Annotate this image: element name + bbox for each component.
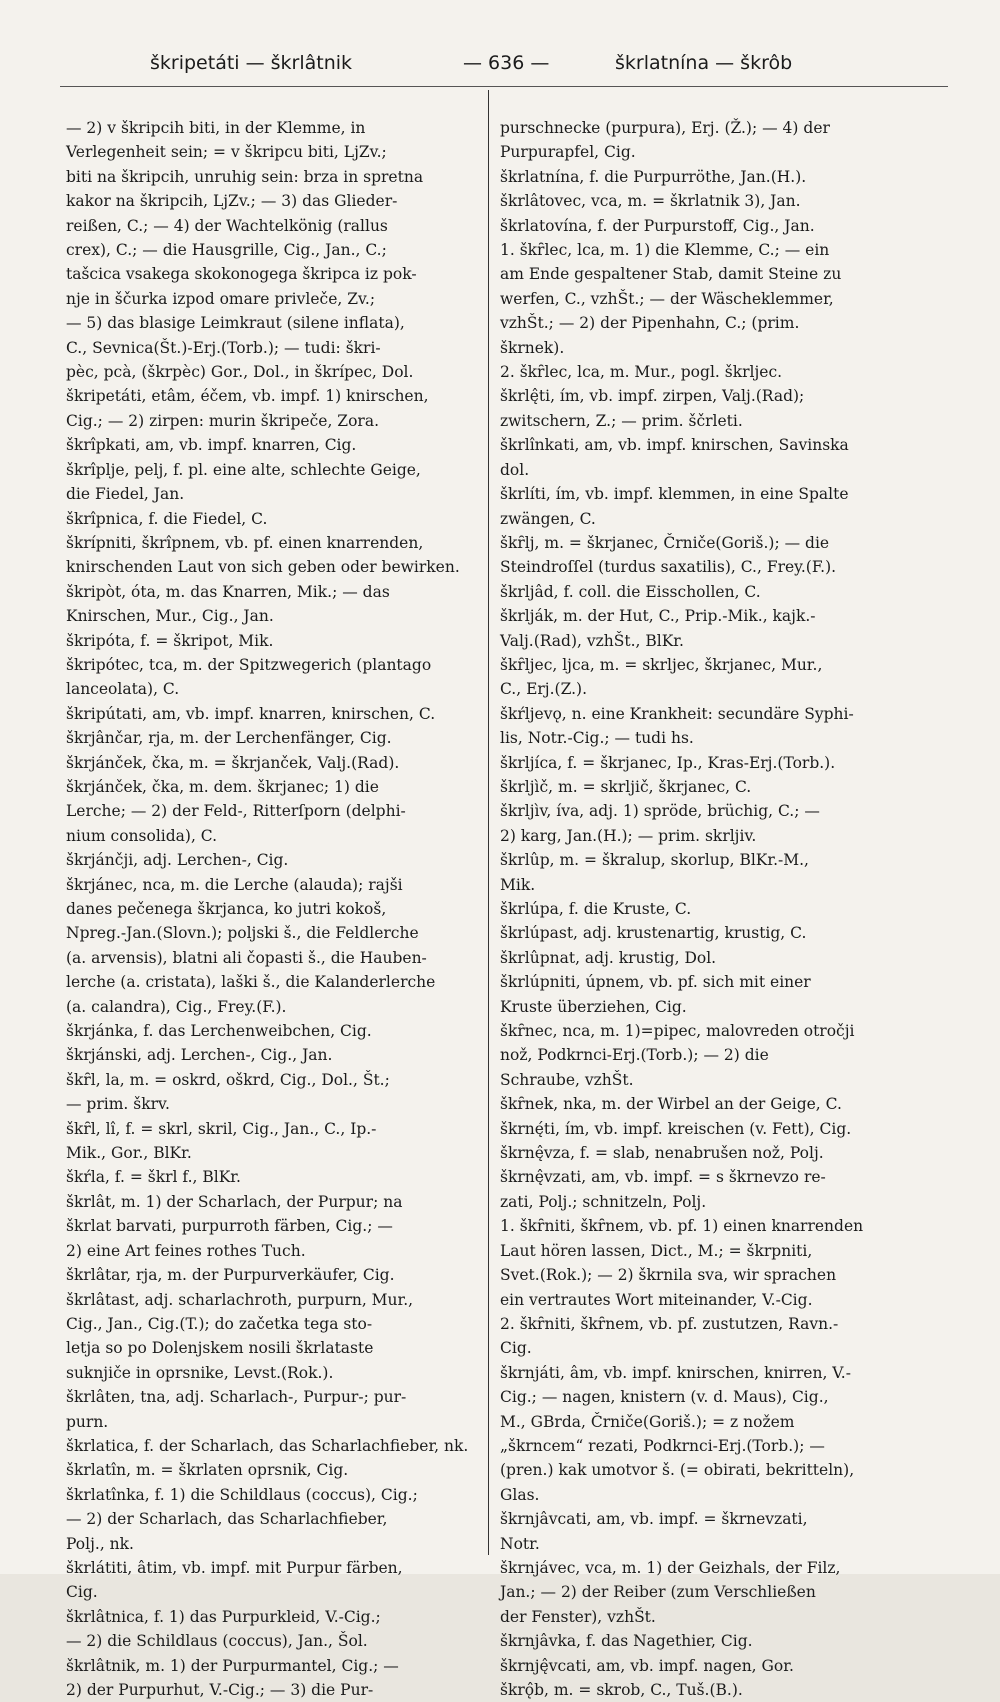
text-line: škȓnec, nca, m. 1)=pipec, malovreden otročji bbox=[500, 1022, 855, 1041]
text-line: suknjiče in oprsnike, Levst.(Rok.). bbox=[66, 1363, 334, 1382]
text-line: škrjánček, čka, m. = škrjanček, Valj.(Rad). bbox=[66, 753, 400, 772]
text-line: škrlâtast, adj. scharlachroth, purpurn, Mur., bbox=[66, 1290, 414, 1309]
text-line: Mik., Gor., BlKr. bbox=[66, 1144, 192, 1163]
text-line: škrnjâvka, f. das Nagethier, Cig. bbox=[500, 1632, 753, 1651]
text-line: purschnecke (purpura), Erj. (Ž.); — 4) der bbox=[500, 119, 830, 137]
text-line: tašcica vsakega skokonogega škripca iz pok- bbox=[66, 265, 417, 284]
text-line: Schraube, vzhŠt. bbox=[500, 1070, 634, 1089]
text-line: škrljìč, m. = skrljič, škrjanec, C. bbox=[500, 777, 752, 796]
page-header bbox=[60, 52, 950, 82]
text-line: C., Erj.(Z.). bbox=[500, 680, 587, 699]
text-line: Cig. bbox=[66, 1583, 98, 1602]
text-line: M., GBrda, Črniče(Goriš.); = z nožem bbox=[500, 1412, 795, 1431]
text-line: zwitschern, Z.; — prim. ščrleti. bbox=[500, 411, 743, 430]
text-line: škrlatîn, m. = škrlaten oprsnik, Cig. bbox=[66, 1461, 349, 1480]
text-line: škrlâtovec, vca, m. = škrlatnik 3), Jan. bbox=[500, 192, 801, 211]
text-line: škȓnek, nka, m. der Wirbel an der Geige, C. bbox=[500, 1095, 842, 1114]
text-line: škrîpkati, am, vb. impf. knarren, Cig. bbox=[66, 436, 357, 455]
text-line: Cig.; — 2) zirpen: murin škripeče, Zora. bbox=[66, 411, 379, 430]
header-rule bbox=[60, 86, 948, 87]
text-line: škrnek). bbox=[500, 338, 565, 357]
text-line: Kruste überziehen, Cig. bbox=[500, 997, 687, 1016]
text-line: škrljâd, f. coll. die Eisschollen, C. bbox=[500, 582, 761, 601]
text-line: škripòt, óta, m. das Knarren, Mik.; — das bbox=[66, 582, 390, 601]
text-line: 2) karg, Jan.(H.); — prim. skrljiv. bbox=[500, 826, 757, 845]
text-line: Lerche; — 2) der Feld-, Ritterſporn (delphi- bbox=[66, 802, 406, 821]
text-line: vzhŠt.; — 2) der Pipenhahn, C.; (prim. bbox=[500, 314, 800, 333]
text-line: škrnjâvcati, am, vb. impf. = škrnevzati, bbox=[500, 1510, 808, 1529]
header-left-guide-words: škripetáti — škrlâtnik bbox=[150, 52, 353, 74]
text-line: škrnę̂vza, f. = slab, nenabrušen nož, Polj. bbox=[500, 1144, 824, 1163]
text-line: dol. bbox=[500, 460, 530, 479]
text-line: knirschenden Laut von sich geben oder bewirken. bbox=[66, 558, 460, 577]
text-line: zati, Polj.; schnitzeln, Polj. bbox=[500, 1192, 707, 1211]
text-line: škrlînkati, am, vb. impf. knirschen, Savinska bbox=[500, 436, 849, 455]
text-line: Verlegenheit sein; = v škripcu biti, LjZv.; bbox=[66, 143, 387, 162]
text-line: Purpurapfel, Cig. bbox=[500, 143, 636, 162]
text-line: (a. calandra), Cig., Frey.(F.). bbox=[66, 997, 287, 1016]
text-line: Cig. bbox=[500, 1339, 532, 1358]
right-column bbox=[500, 116, 910, 1702]
text-line: škrlâtnica, f. 1) das Purpurkleid, V.-Cig.; bbox=[66, 1607, 381, 1626]
text-line: škrlják, m. der Hut, C., Prip.-Mik., kajk.- bbox=[500, 607, 816, 626]
text-line: Glas. bbox=[500, 1485, 540, 1504]
text-line: škrîplje, pelj, f. pl. eine alte, schlechte Geige, bbox=[66, 460, 421, 479]
text-line: letja so po Dolenjskem nosili škrlataste bbox=[66, 1339, 374, 1358]
text-line: škrlâtar, rja, m. der Purpurverkäufer, Cig. bbox=[66, 1266, 395, 1285]
text-line: Jan.; — 2) der Reiber (zum Verschließen bbox=[500, 1583, 816, 1602]
text-line: škŕljevǫ, n. eine Krankheit: secundäre Syphi- bbox=[500, 704, 854, 723]
text-line: nož, Podkrnci-Erj.(Torb.); — 2) die bbox=[500, 1046, 769, 1065]
text-line: škrnę̂vzati, am, vb. impf. = s škrnevzo re- bbox=[500, 1168, 826, 1187]
text-line: biti na škripcih, unruhig sein: brza in spretna bbox=[66, 167, 424, 186]
text-line: škȓlj, m. = škrjanec, Črniče(Goriš.); — die bbox=[500, 533, 830, 552]
text-line: škrlúpniti, úpnem, vb. pf. sich mit einer bbox=[500, 973, 811, 992]
text-line: škȓl, lî, f. = skrl, skril, Cig., Jan., C., Ip.- bbox=[66, 1119, 377, 1138]
text-line: purn. bbox=[66, 1412, 109, 1431]
text-line: lerche (a. cristata), laški š., die Kalanderlerche bbox=[66, 973, 436, 992]
text-line: — 2) die Schildlaus (coccus), Jan., Šol. bbox=[66, 1632, 368, 1651]
text-line: škrnę́ti, ím, vb. impf. kreischen (v. Fett), Cig. bbox=[500, 1119, 852, 1138]
text-line: Cig., Jan., Cig.(T.); do začetka tega sto- bbox=[66, 1314, 373, 1333]
text-line: škrlatînka, f. 1) die Schildlaus (coccus), Cig.; bbox=[66, 1485, 418, 1504]
text-line: Npreg.-Jan.(Slovn.); poljski š., die Feldlerche bbox=[66, 924, 419, 943]
text-line: nje in ščurka izpod omare privleče, Zv.; bbox=[66, 289, 376, 308]
text-line: der Fenster), vzhŠt. bbox=[500, 1607, 656, 1626]
text-line: „škrncem“ rezati, Podkrnci-Erj.(Torb.); — bbox=[500, 1436, 825, 1455]
text-line: škrlúpa, f. die Kruste, C. bbox=[500, 900, 692, 918]
text-line: Notr. bbox=[500, 1534, 540, 1553]
text-line: škrlatovína, f. der Purpurstoff, Cig., Jan. bbox=[500, 216, 815, 235]
text-line: škrlât, m. 1) der Scharlach, der Purpur; na bbox=[66, 1192, 403, 1211]
text-line: škripetáti, etâm, éčem, vb. impf. 1) knirschen, bbox=[66, 387, 429, 406]
text-line: zwängen, C. bbox=[500, 509, 596, 528]
text-line: škrljíca, f. = škrjanec, Ip., Kras-Erj.(Torb.). bbox=[500, 753, 836, 772]
text-line: škrlę̂ti, ím, vb. impf. zirpen, Valj.(Rad); bbox=[500, 387, 805, 406]
text-line: Polj., nk. bbox=[66, 1534, 134, 1553]
text-line: škrlatnína, f. die Purpurröthe, Jan.(H.). bbox=[500, 167, 807, 186]
text-line: škrnję̂vcati, am, vb. impf. nagen, Gor. bbox=[500, 1656, 794, 1675]
text-line: škrlúpast, adj. krustenartig, krustig, C. bbox=[500, 924, 807, 943]
column-divider bbox=[488, 90, 489, 1555]
text-line: škrlûp, m. = škralup, skorlup, BlKr.-M., bbox=[500, 851, 809, 870]
text-line: 2. škȓlec, lca, m. Mur., pogl. škrljec. bbox=[500, 363, 783, 382]
text-line: nium consolida), C. bbox=[66, 826, 218, 845]
text-line: pèc, pcà, (škrpèc) Gor., Dol., in škrípec, Dol. bbox=[66, 363, 414, 382]
text-line: škrlátiti, âtim, vb. impf. mit Purpur färben, bbox=[66, 1558, 403, 1577]
text-line: — 5) das blasige Leimkraut (silene inflata), bbox=[66, 314, 405, 333]
text-line: am Ende gespaltener Stab, damit Steine zu bbox=[500, 265, 842, 284]
text-line: škrnjávec, vca, m. 1) der Geizhals, der Filz, bbox=[500, 1558, 841, 1577]
text-line: škrǫ̂b, m. = skrob, C., Tuš.(B.). bbox=[500, 1681, 743, 1699]
text-line: Valj.(Rad), vzhŠt., BlKr. bbox=[500, 631, 684, 650]
text-line: škrjánka, f. das Lerchenweibchen, Cig. bbox=[66, 1022, 372, 1041]
text-line: ein vertrautes Wort miteinander, V.-Cig. bbox=[500, 1290, 813, 1309]
text-line: škrljìv, íva, adj. 1) spröde, brüchig, C.; — bbox=[500, 802, 820, 821]
text-line: kakor na škripcih, LjZv.; — 3) das Glieder- bbox=[66, 192, 398, 211]
text-line: — 2) der Scharlach, das Scharlachfieber, bbox=[66, 1510, 388, 1529]
text-line: (pren.) kak umotvor š. (= obirati, bekritteln), bbox=[500, 1461, 855, 1480]
text-line: škrlatica, f. der Scharlach, das Scharlachfieber, nk. bbox=[66, 1436, 469, 1455]
text-line: (a. arvensis), blatni ali čopasti š., die Hauben- bbox=[66, 948, 427, 967]
text-line: Knirschen, Mur., Cig., Jan. bbox=[66, 607, 274, 626]
header-right-guide-words: škrlatnína — škrôb bbox=[615, 52, 793, 74]
text-line: crex), C.; — die Hausgrille, Cig., Jan., C.; bbox=[66, 241, 387, 260]
text-line: 1. škȓlec, lca, m. 1) die Klemme, C.; — ein bbox=[500, 241, 830, 260]
text-line: Cig.; — nagen, knistern (v. d. Maus), Cig., bbox=[500, 1388, 829, 1407]
text-line: 2) der Purpurhut, V.-Cig.; — 3) die Pur- bbox=[66, 1681, 374, 1699]
text-line: škŕla, f. = škrl f., BlKr. bbox=[66, 1168, 241, 1187]
text-line: škripótec, tca, m. der Spitzwegerich (plantago bbox=[66, 655, 432, 674]
text-line: reißen, C.; — 4) der Wachtelkönig (rallus bbox=[66, 216, 388, 235]
text-line: škripóta, f. = škripot, Mik. bbox=[66, 631, 274, 650]
text-line: lis, Notr.-Cig.; — tudi hs. bbox=[500, 729, 694, 748]
text-line: škrípniti, škrîpnem, vb. pf. einen knarrenden, bbox=[66, 533, 424, 552]
text-line: škrjánček, čka, m. dem. škrjanec; 1) die bbox=[66, 777, 379, 796]
text-line: škȓl, la, m. = oskrd, oškrd, Cig., Dol., Št.; bbox=[66, 1070, 390, 1089]
left-column bbox=[66, 116, 476, 1702]
text-line: — 2) v škripcih biti, in der Klemme, in bbox=[66, 119, 366, 137]
text-line: 2) eine Art feines rothes Tuch. bbox=[66, 1241, 306, 1260]
text-line: 2. škȓniti, škȓnem, vb. pf. zustutzen, Ravn.- bbox=[500, 1314, 839, 1333]
page-number: — 636 — bbox=[463, 52, 550, 74]
text-line: werfen, C., vzhŠt.; — der Wäscheklemmer, bbox=[500, 289, 834, 308]
text-line: škrjánčji, adj. Lerchen-, Cig. bbox=[66, 851, 289, 870]
text-line: — prim. škrv. bbox=[66, 1095, 170, 1114]
text-line: škrjánec, nca, m. die Lerche (alauda); rajši bbox=[66, 875, 403, 894]
text-line: 1. škȓniti, škȓnem, vb. pf. 1) einen knarrenden bbox=[500, 1217, 864, 1236]
text-line: Steindroſſel (turdus saxatilis), C., Frey.(F.). bbox=[500, 558, 837, 577]
text-line: škrjánski, adj. Lerchen-, Cig., Jan. bbox=[66, 1046, 333, 1065]
text-line: C., Sevnica(Št.)-Erj.(Torb.); — tudi: škri- bbox=[66, 338, 381, 357]
text-line: škrlat barvati, purpurroth färben, Cig.; — bbox=[66, 1217, 393, 1236]
text-line: Laut hören lassen, Dict., M.; = škrpniti, bbox=[500, 1241, 813, 1260]
text-line: škrjânčar, rja, m. der Lerchenfänger, Cig. bbox=[66, 729, 392, 748]
text-line: škrnjáti, âm, vb. impf. knirschen, knirren, V.- bbox=[500, 1363, 851, 1382]
text-line: Svet.(Rok.); — 2) škrnila sva, wir sprachen bbox=[500, 1266, 837, 1285]
text-line: danes pečenega škrjanca, ko jutri kokoš, bbox=[66, 900, 387, 918]
text-line: die Fiedel, Jan. bbox=[66, 485, 185, 504]
text-line: Mik. bbox=[500, 875, 536, 894]
text-line: škȓljec, ljca, m. = skrljec, škrjanec, Mur., bbox=[500, 655, 823, 674]
text-line: škrlíti, ím, vb. impf. klemmen, in eine Spalte bbox=[500, 485, 849, 504]
text-line: škrlûpnat, adj. krustig, Dol. bbox=[500, 948, 717, 967]
text-line: škrlâten, tna, adj. Scharlach-, Purpur-; pur- bbox=[66, 1388, 407, 1407]
text-line: škripútati, am, vb. impf. knarren, knirschen, C. bbox=[66, 704, 436, 723]
text-line: škrîpnica, f. die Fiedel, C. bbox=[66, 509, 268, 528]
text-line: lanceolata), C. bbox=[66, 680, 180, 699]
text-line: škrlâtnik, m. 1) der Purpurmantel, Cig.; — bbox=[66, 1656, 399, 1675]
